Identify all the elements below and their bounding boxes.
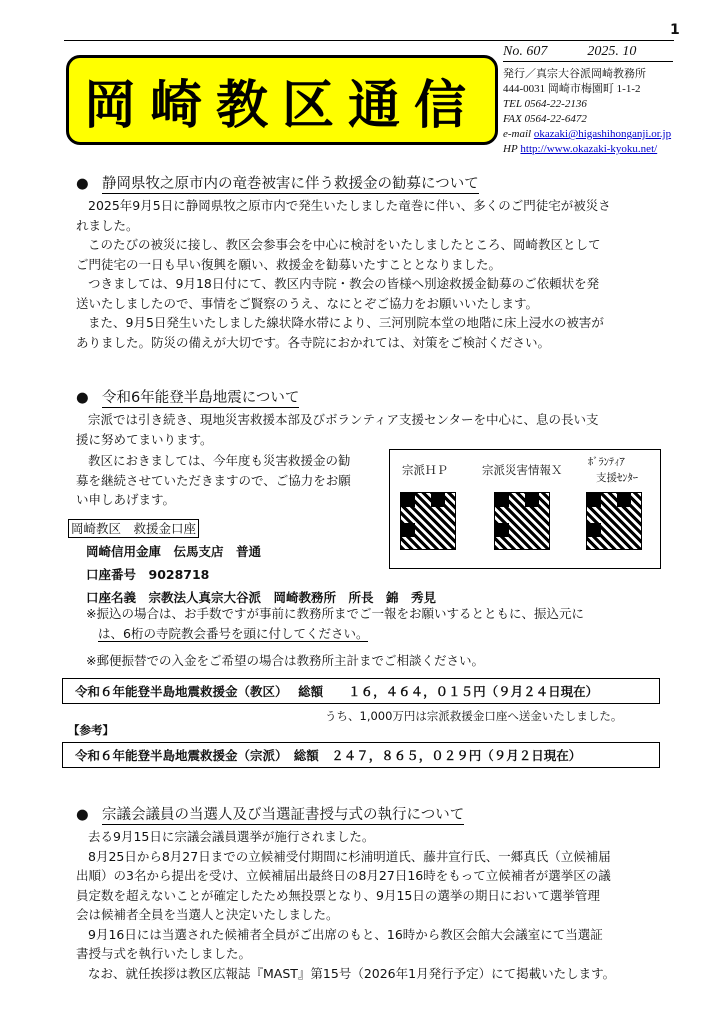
total-kyoku-box: 令和６年能登半島地震救援金（教区） 総額 １６，４６４，０１５円（９月２４日現在） (62, 678, 660, 704)
account-note1-underlined: は、6桁の寺院教会番号を頭に付してください。 (98, 625, 369, 641)
section1-body (76, 196, 676, 352)
section2-narrow (76, 451, 386, 510)
reference-label: 【参考】 (68, 723, 114, 737)
section3-heading (76, 803, 464, 824)
tel: TEL 0564-22-2136 (503, 98, 587, 110)
qr-code-box (389, 449, 661, 569)
section3-line: 9月16日には当選された候補者全員がご出席のもと、16時から教区会館大会議室にて当選証 (88, 926, 603, 942)
section1-line: 送いたしましたので、事情をご賢察のうえ、なにとぞご協力をお願いいたします。 (76, 295, 539, 311)
page-number: 1 (670, 22, 680, 38)
section2-line: い申しあげます。 (76, 492, 176, 507)
homepage-link[interactable]: http://www.okazaki-kyoku.net/ (520, 143, 658, 155)
account-name: 口座名義 宗教法人真宗大谷派 岡崎教務所 所長 錦 秀見 (86, 590, 437, 605)
email-link[interactable]: okazaki@higashihonganji.or.jp (533, 128, 672, 140)
qr-code-volunteer-icon[interactable] (586, 492, 642, 550)
section2-line: 募を継続させていただきますので、ご協力をお願 (76, 472, 351, 488)
account-note1-line: ※振込の場合は、お手数ですが事前に教務所までご一報をお願いするとともに、振込元に (86, 606, 584, 621)
issue-info (503, 44, 636, 60)
address: 444-0031 岡崎市梅園町 1-1-2 (503, 83, 641, 95)
masthead-title-box (66, 55, 498, 145)
account-note1 (86, 604, 676, 643)
total-shuha-box: 令和６年能登半島地震救援金（宗派） 総額 ２４７，８６５，０２９円（９月２日現在） (62, 742, 660, 768)
section1-line: このたびの被災に接し、教区会参事会を中心に検討をいたしましたところ、岡崎教区として (88, 237, 601, 252)
publisher: 発行／真宗大谷派岡崎教務所 (503, 68, 646, 80)
section3-line: 員定数を超えないことが確定したため無投票となり、9月15日の選挙の期日において選挙管理 (76, 887, 600, 903)
section1-heading (76, 172, 479, 193)
hp-label: HP (503, 143, 518, 155)
section1-line: また、9月5日発生いたしました線状降水帯により、三河別院本堂の地階に床上浸水の被害が (88, 315, 604, 330)
top-divider (64, 40, 674, 41)
email-row (503, 127, 671, 142)
fax: FAX 0564-22-6472 (503, 113, 587, 125)
qr-label-info: 宗派災害情報Ｘ (482, 463, 563, 477)
qr-label-hp: 宗派ＨＰ (402, 463, 448, 477)
section3-line: なお、就任挨拶は教区広報誌『MAST』第15号（2026年1月発行予定）にて掲載いたします。 (88, 965, 616, 981)
section3-line: 書授与式を執行いたしました。 (76, 946, 252, 961)
hp-row (503, 142, 671, 157)
section2-heading (76, 386, 299, 407)
qr-label-volunteer-center: 支援ｾﾝﾀｰ (596, 472, 638, 484)
account-number: 口座番号 9028718 (86, 567, 210, 582)
bullet-icon: ● (76, 807, 89, 823)
section2-line: 宗派では引き続き、現地災害救援本部及びボランティア支援センターを中心に、息の長い支 (88, 412, 599, 427)
account-bank: 岡崎信用金庫 伝馬支店 普通 (86, 544, 262, 559)
issue-divider (503, 61, 673, 62)
email-label: e-mail (503, 128, 532, 140)
qr-code-disaster-info-icon[interactable] (494, 492, 550, 550)
section1-line: ありました。防災の備えが大切です。各寺院におかれては、対策をご検討ください。 (76, 334, 551, 350)
bullet-icon: ● (76, 390, 89, 406)
section1-line: れました。 (76, 217, 139, 233)
section1-title: 静岡県牧之原市内の竜巻被害に伴う救援金の勧募について (102, 176, 479, 192)
qr-label-volunteer: ﾎﾞﾗﾝﾃｨｱ (588, 456, 625, 468)
section2-line: 教区におきましては、今年度も災害救援金の勧 (88, 453, 351, 468)
bullet-icon: ● (76, 176, 89, 192)
remit-note: うち、1,000万円は宗派救援金口座へ送金いたしました。 (325, 709, 623, 723)
section2-intro (76, 410, 676, 449)
section1-line: ご門徒宅の一日も早い復興を願い、救援金を勧募いたすこととなりました。 (76, 256, 502, 272)
section1-line: つきましては、9月18日付にて、教区内寺院・教会の皆様へ別途救援金勧募のご依頼状を発 (88, 276, 600, 291)
section3-line: 会は候補者全員を当選人と決定いたしました。 (76, 907, 339, 922)
masthead-title: 岡崎教区通信 (83, 74, 480, 136)
section1-line: 2025年9月5日に静岡県牧之原市内で発生いたしました竜巻に伴い、多くのご門徒宅が被災さ (88, 198, 611, 213)
publisher-block (503, 67, 671, 157)
section3-line: 8月25日から8月27日までの立候補受付期間に杉浦明道氏、藤井宣行氏、一郷真氏（立候補届 (88, 848, 611, 864)
section2-title: 令和6年能登半島地震について (102, 390, 300, 406)
issue-date: 2025. 10 (587, 44, 637, 59)
section3-title: 宗議会議員の当選人及び当選証書授与式の執行について (102, 807, 465, 823)
section2-line: 援に努めてまいります。 (76, 431, 213, 447)
account-note1-cont (86, 624, 676, 644)
account-note2: ※郵便振替での入金をご希望の場合は教務所主計までご相談ください。 (86, 653, 484, 668)
qr-code-hp-icon[interactable] (400, 492, 456, 550)
section3-line: 去る9月15日に宗議会議員選挙が施行されました。 (88, 829, 375, 844)
account-header: 岡崎教区 救援金口座 (68, 519, 199, 538)
section3-body (76, 827, 676, 983)
section3-line: 出順）の3名から提出を受け、立候補届出最終日の8月27日16時をもって立候補者が選挙区の議 (76, 868, 611, 883)
issue-number: No. 607 (503, 44, 548, 59)
